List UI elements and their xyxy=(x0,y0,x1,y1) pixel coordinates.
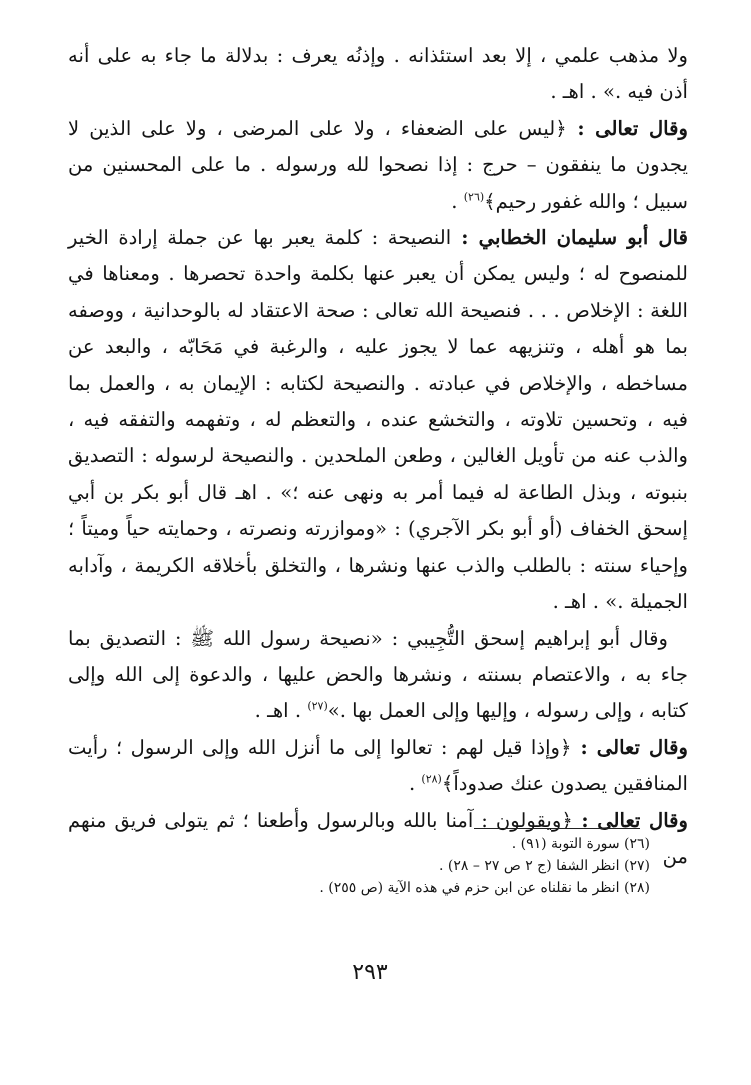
paragraph-3-label: قال أبو سليمان الخطابي : xyxy=(451,226,688,250)
footnote-27: (٢٧) انظر الشفا (ج ٢ ص ٢٧ – ٢٨) . xyxy=(439,858,650,874)
paragraph-3-text: النصيحة : كلمة يعبر بها عن جملة إرادة الخير للمنصوح له ؛ وليس يمكن أن يعبر عنها بكلمة واحدة تحصرها . ومعناها في اللغة : الإخلاص . . . فنصيحة الله تعالى : صحة الاعتقاد له بالوحدانية ، ووصفه بما هو أهله ، وتنزيهه عما لا يجوز عليه ، والرغبة في مَحَابّه ، والبعد عن مساخطه ، والإخلاص في عبادته . والنصيحة لكتابه : الإيمان به ، والعمل بما فيه ، وتحسين تلاوته ، والتخشع عنده ، والتعظم له ، وتفهمه والتفقه فيه ، والذب عنه من تأويل الغالين ، وطعن الملحدين . والنصيحة لرسوله : التصديق بنبوته ، وبذل الطاعة له فيما أمر به ونهى عنه ؛» . اهـ قال أبو بكر بن أبي إسحق الخفاف (أو أبو بكر الآجري) : «وموازرته ونصرته ، وحمايته حياً وميتاً ؛ وإحياء سنته : بالطلب والذب عنها ونشرها ، والتخلق بأخلاقه الكريمة ، وآدابه الجميلة .» . اهـ . xyxy=(68,226,689,614)
paragraph-3 xyxy=(68,220,688,620)
paragraph-4 xyxy=(68,621,688,730)
paragraph-5-label: وقال تعالى : xyxy=(571,735,688,759)
paragraph-2-tail: . xyxy=(451,189,464,213)
paragraph-2-verse: ﴿ليس على الضعفاء ، ولا على المرضى ، ولا على الذين لا يجدون ما ينفقون – حرج : إذا نصحوا لله ورسوله . ما على المحسنين من سبيل ؛ والله غفور رحيم﴾ xyxy=(68,116,688,213)
paragraph-2-label: وقال تعالى : xyxy=(566,116,688,140)
footnote-divider xyxy=(474,828,640,829)
footnote-ref-28[interactable]: (٢٨) xyxy=(421,772,442,786)
paragraph-2 xyxy=(68,111,688,220)
paragraph-4-tail: . اهـ . xyxy=(254,699,308,723)
paragraph-4-text: وقال أبو إبراهيم إسحق التُّجِيبي : «نصيحة رسول الله ﷺ : التصديق بما جاء به ، والاعتصام بسنته ، ونشرها والحض عليها ، والدعوة إلى الله وإلى كتابه ، وإلى رسوله ، وإليها وإلى العمل بها .» xyxy=(68,626,688,723)
main-text xyxy=(68,38,688,875)
footnotes xyxy=(230,833,650,899)
footnote-26: (٢٦) سورة التوبة (٩١) . xyxy=(511,836,650,852)
paragraph-1 xyxy=(68,38,688,111)
footnote-28: (٢٨) انظر ما نقلناه عن ابن حزم في هذه الآية (ص ٢٥٥) . xyxy=(319,880,650,896)
paragraph-5-tail: . xyxy=(408,772,422,796)
paragraph-5 xyxy=(68,730,688,803)
paragraph-5-verse: ﴿وإذا قيل لهم : تعالوا إلى ما أنزل الله وإلى الرسول ؛ رأيت المنافقين يصدون عنك صدوداً﴾ xyxy=(68,735,688,796)
footnote-ref-27[interactable]: (٢٧) xyxy=(307,699,328,713)
paragraph-6-label: وقال تعالى : xyxy=(572,808,688,832)
paragraph-1-text: ولا مذهب علمي ، إلا بعد استئذانه . وإذنُه يعرف : بدلالة ما جاء به على أنه أذن فيه .» . اهـ . xyxy=(68,44,688,104)
paragraph-6-verse: ﴿ويقولون : آمنا بالله وبالرسول وأطعنا ؛ ثم يتولى فريق منهم من xyxy=(68,808,688,868)
page-number: ٢٩٣ xyxy=(352,960,388,985)
footnote-ref-26[interactable]: (٢٦) xyxy=(463,190,485,204)
